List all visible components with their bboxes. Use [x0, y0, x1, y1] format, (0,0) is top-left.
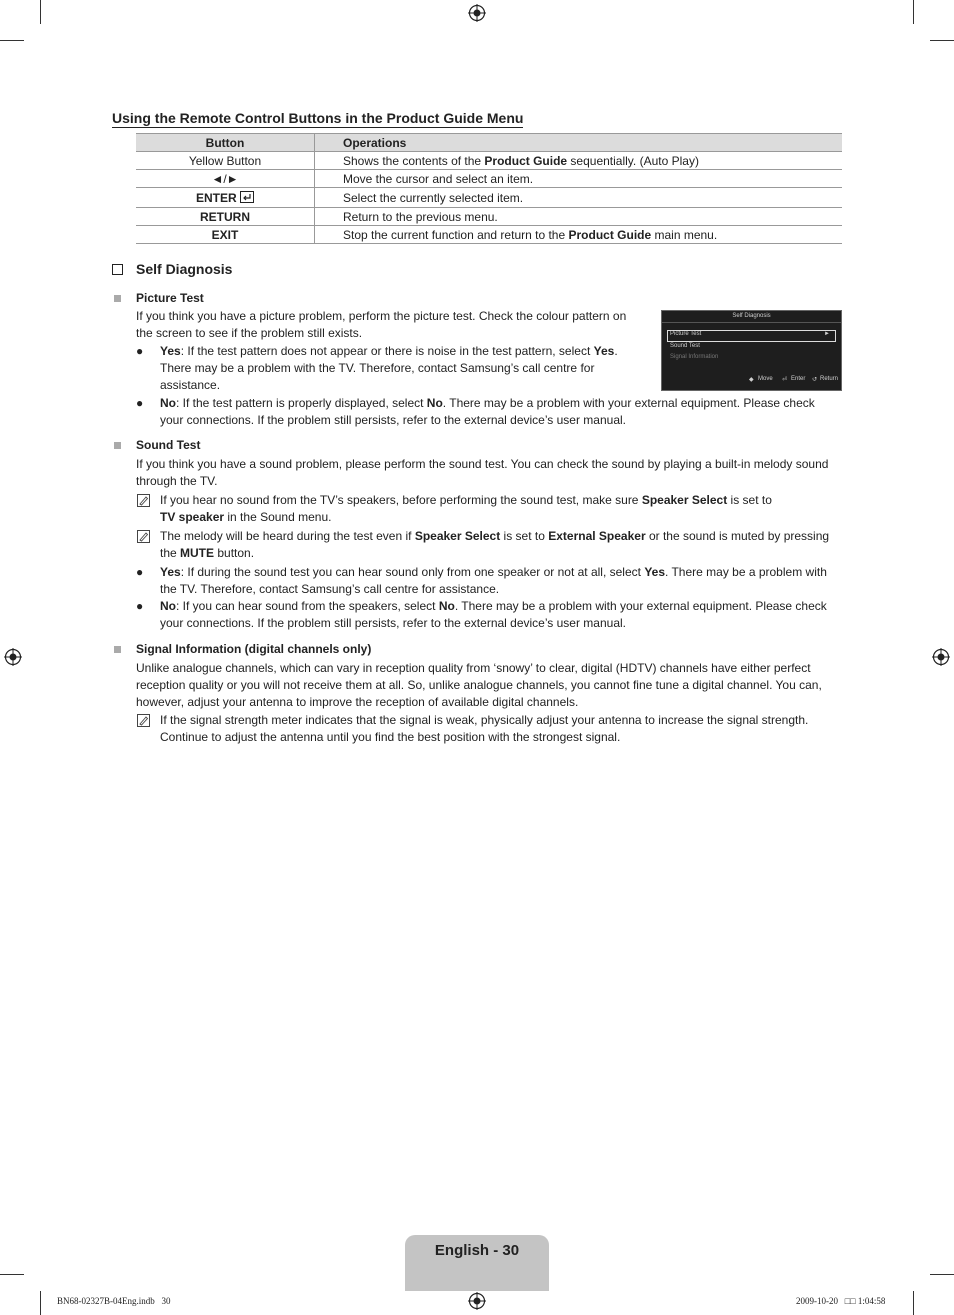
registration-mark-icon [932, 648, 950, 666]
table-cell-button: Yellow Button [136, 152, 315, 170]
section-checkbox-icon [112, 264, 123, 275]
tv-menu-item-signal-information: Signal Information [670, 354, 719, 360]
sound-test-heading: Sound Test [136, 438, 201, 452]
table-cell-button: EXIT [136, 226, 315, 244]
crop-mark [930, 40, 954, 41]
table-cell-operation: Select the currently selected item. [315, 188, 843, 208]
remote-buttons-table [136, 133, 842, 244]
tv-title-divider [662, 322, 841, 323]
table-cell-operation: Shows the contents of the Product Guide sequentially. (Auto Play) [315, 152, 843, 170]
square-bullet-icon [114, 646, 121, 653]
registration-mark-icon [468, 4, 486, 22]
section-title: Using the Remote Control Buttons in the Product Guide Menu [112, 110, 524, 126]
crop-mark [40, 0, 41, 24]
crop-mark [0, 1274, 24, 1275]
signal-information-intro: Unlike analogue channels, which can vary in reception quality from ‘snowy’ to clear, digital (HDTV) channels have either perfect reception quality or you will not receive them at all. So, unlike analogue channels, you cannot fine tune a digital channel. You can, however, adjust your antenna to improve the reception of available digital channels. [136, 661, 822, 709]
table-cell-operation: Move the cursor and select an item. [315, 170, 843, 188]
crop-mark [0, 40, 24, 41]
sound-test-intro: If you think you have a sound problem, please perform the sound test. You can check the sound by playing a built-in melody sound through the TV. [136, 457, 829, 488]
crop-mark [40, 1291, 41, 1315]
registration-mark-icon [468, 1292, 486, 1310]
tv-enter-icon: ⏎ [782, 377, 788, 383]
tv-footer-return: Return [820, 376, 839, 382]
note-icon [137, 530, 150, 543]
sound-test-yes: Yes: If during the sound test you can hear sound only from one speaker or not at all, select Yes. There may be a problem with the TV. Therefore, contact Samsung’s call centre for assistance. [160, 565, 827, 596]
table-header-button: Button [136, 134, 315, 152]
sound-test-no: No: If you can hear sound from the speakers, select No. There may be a problem with your external equipment. Please check your connections. If the problem still persists, refer to the external device’s user manual. [160, 599, 827, 630]
table-row [136, 170, 842, 188]
tv-return-icon: ↺ [812, 377, 818, 383]
note-icon [137, 494, 150, 507]
tv-screen-title: Self Diagnosis [732, 313, 771, 319]
sound-test-note-2: The melody will be heard during the test even if Speaker Select is set to External Speaker or the sound is muted by pressing the MUTE button. [160, 529, 830, 560]
page-number: English - 30 [434, 1242, 520, 1259]
table-row [136, 208, 842, 226]
sound-test-note-1: If you hear no sound from the TV’s speakers, before performing the sound test, make sure Speaker Select is set to TV speaker in the Sound menu. [160, 493, 772, 524]
table-row [136, 226, 842, 244]
picture-test-intro: If you think you have a picture problem, perform the picture test. Check the colour pattern on the screen to see if the problem still exists. [136, 309, 627, 340]
bullet-icon: ● [136, 344, 144, 358]
table-header-row [136, 134, 842, 152]
tv-footer-move: Move [758, 376, 773, 382]
tv-move-icon: ◆ [749, 377, 754, 383]
tv-arrow-right-icon: ► [824, 331, 830, 337]
tv-menu-item-sound-test: Sound Test [670, 343, 700, 349]
table-cell-button: ENTER [136, 188, 315, 208]
crop-mark [913, 0, 914, 24]
crop-mark [913, 1291, 914, 1315]
tv-footer-enter: Enter [791, 376, 806, 382]
crop-mark [930, 1274, 954, 1275]
table-cell-button: RETURN [136, 208, 315, 226]
table-header-operations: Operations [315, 134, 843, 152]
tv-menu-item-picture-test: Picture Test [670, 331, 702, 337]
self-diagnosis-heading: Self Diagnosis [136, 261, 233, 277]
picture-test-yes: Yes: If the test pattern does not appear or there is noise in the test pattern, select Yes. There may be a problem with the TV. Therefore, contact Samsung’s call centre for assistance. [160, 344, 618, 392]
table-row [136, 188, 842, 208]
table-cell-button: ◄/► [136, 170, 315, 188]
table-cell-operation: Stop the current function and return to the Product Guide main menu. [315, 226, 843, 244]
self-diagnosis-tv-screen [661, 310, 842, 391]
picture-test-no: No: If the test pattern is properly displayed, select No. There may be a problem with your external equipment. Please check your connections. If the problem still persists, refer to the external device’s user manual. [160, 396, 815, 427]
footer-file-name: BN68-02327B-04Eng.indb 30 [57, 1296, 171, 1306]
registration-mark-icon [4, 648, 22, 666]
picture-test-heading: Picture Test [136, 291, 204, 305]
square-bullet-icon [114, 442, 121, 449]
bullet-icon: ● [136, 599, 144, 613]
note-icon [137, 714, 150, 727]
bullet-icon: ● [136, 396, 144, 410]
footer-timestamp: 2009-10-20 □□ 1:04:58 [796, 1296, 886, 1306]
table-cell-operation: Return to the previous menu. [315, 208, 843, 226]
enter-key-icon [240, 191, 254, 203]
bullet-icon: ● [136, 565, 144, 579]
square-bullet-icon [114, 295, 121, 302]
signal-information-note: If the signal strength meter indicates that the signal is weak, physically adjust your antenna to increase the signal strength. Continue to adjust the antenna until you find the best position with the strongest signal. [160, 713, 809, 744]
table-row [136, 152, 842, 170]
signal-information-heading: Signal Information (digital channels only) [136, 642, 372, 656]
